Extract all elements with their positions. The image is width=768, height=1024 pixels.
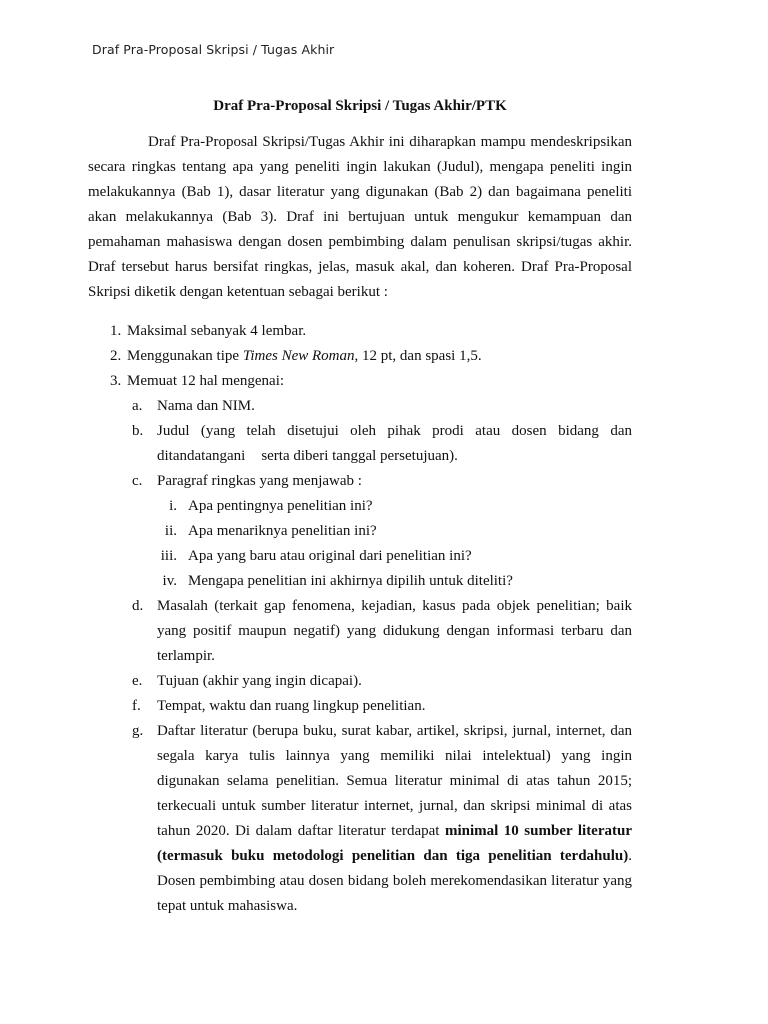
list-item-text: Masalah (terkait gap fenomena, kejadian, kasus pada objek penelitian; baik yang positif maupun negatif) yang didukung dengan informasi terbaru dan terlampir.	[157, 598, 632, 664]
sub-list	[88, 394, 632, 919]
list-item-text-bold: minimal 10 sumber literatur (termasuk buku metodologi penelitian dan tiga penelitian terdahulu)	[157, 823, 632, 864]
list-marker: iv.	[162, 573, 177, 589]
list-item-text: Tujuan (akhir yang ingin dicapai).	[157, 673, 362, 689]
list-item-text-post: . Dosen pembimbing atau dosen bidang boleh merekomendasikan literatur yang tepat untuk mahasiswa.	[157, 848, 632, 914]
question-list	[88, 494, 632, 594]
requirements-list	[88, 319, 632, 919]
sub-list-item	[88, 419, 632, 469]
sub-list-item	[88, 694, 632, 719]
sub-list-item	[88, 669, 632, 694]
question-item	[88, 519, 632, 544]
list-item	[88, 319, 632, 344]
sub-list-container	[88, 394, 632, 919]
list-marker: f.	[132, 698, 141, 714]
intro-paragraph: Draf Pra-Proposal Skripsi/Tugas Akhir ini diharapkan mampu mendeskripsikan secara ringkas tentang apa yang peneliti ingin lakukan (Judul), mengapa peneliti ingin melakukannya (Bab 1), dasar literatur yang digunakan (Bab 2) dan bagaimana peneliti akan melakukannya (Bab 3). Draf ini bertujuan untuk mengukur kemampuan dan pemahaman mahasiswa dengan dosen pembimbing dalam penulisan skripsi/tugas akhir. Draf tersebut harus bersifat ringkas, jelas, masuk akal, dan koheren. Draf Pra-Proposal Skripsi diketik dengan ketentuan sebagai berikut :	[88, 134, 632, 300]
list-item-text: Memuat 12 hal mengenai:	[127, 373, 285, 389]
list-marker: b.	[132, 423, 144, 439]
font-name-italic: Times New Roman	[242, 348, 355, 364]
list-item-text: Nama dan NIM.	[157, 398, 255, 414]
sub-list-item	[88, 594, 632, 669]
question-text: Apa menariknya penelitian ini?	[188, 523, 377, 539]
list-item-text-post: , 12 pt, dan spasi 1,5.	[354, 348, 482, 364]
list-item-text: Maksimal sebanyak 4 lembar.	[127, 323, 307, 339]
question-item	[88, 544, 632, 569]
list-marker: e.	[132, 673, 143, 689]
sub-list-item	[88, 469, 632, 494]
question-text: Mengapa penelitian ini akhirnya dipilih untuk diteliti?	[188, 573, 513, 589]
list-marker: d.	[132, 598, 144, 614]
list-item-text-pre: Judul (yang telah disetujui oleh pihak prodi atau dosen bidang dan ditandatangani	[157, 423, 632, 464]
list-item-text-pre: Daftar literatur (berupa buku, surat kabar, artikel, skripsi, jurnal, internet, dan segala karya tulis lainnya yang memiliki nilai intelektual) yang ingin digunakan selama penelitian. Semua literatur minimal di atas tahun 2015; terkecuali untuk sumber literatur internet, jurnal, dan skripsi minimal di atas tahun 2020. Di dalam daftar literatur terdapat	[157, 723, 632, 839]
list-marker: g.	[132, 723, 144, 739]
question-list-container	[88, 494, 632, 594]
question-text: Apa yang baru atau original dari penelitian ini?	[188, 548, 472, 564]
list-marker: 2.	[110, 348, 122, 364]
sub-list-item	[88, 394, 632, 419]
list-marker: ii.	[164, 523, 177, 539]
question-text: Apa pentingnya penelitian ini?	[188, 498, 373, 514]
running-header: Draf Pra-Proposal Skripsi / Tugas Akhir	[92, 42, 335, 57]
list-marker: 3.	[110, 373, 122, 389]
list-marker: iii.	[160, 548, 177, 564]
list-item-text-pre: Menggunakan tipe	[127, 348, 243, 364]
question-item	[88, 494, 632, 519]
list-marker: 1.	[110, 323, 122, 339]
question-item	[88, 569, 632, 594]
list-item	[88, 344, 632, 369]
list-marker: i.	[169, 498, 177, 514]
sub-list-item	[88, 719, 632, 919]
list-marker: a.	[132, 398, 143, 414]
list-marker: c.	[132, 473, 143, 489]
list-item	[88, 369, 632, 394]
document-title: Draf Pra-Proposal Skripsi / Tugas Akhir/PTK	[213, 98, 507, 114]
list-item-text-post: serta diberi tanggal persetujuan).	[261, 448, 458, 464]
list-item-text: Tempat, waktu dan ruang lingkup penelitian.	[157, 698, 426, 714]
list-item-text: Paragraf ringkas yang menjawab :	[157, 473, 362, 489]
document-body	[88, 94, 632, 919]
